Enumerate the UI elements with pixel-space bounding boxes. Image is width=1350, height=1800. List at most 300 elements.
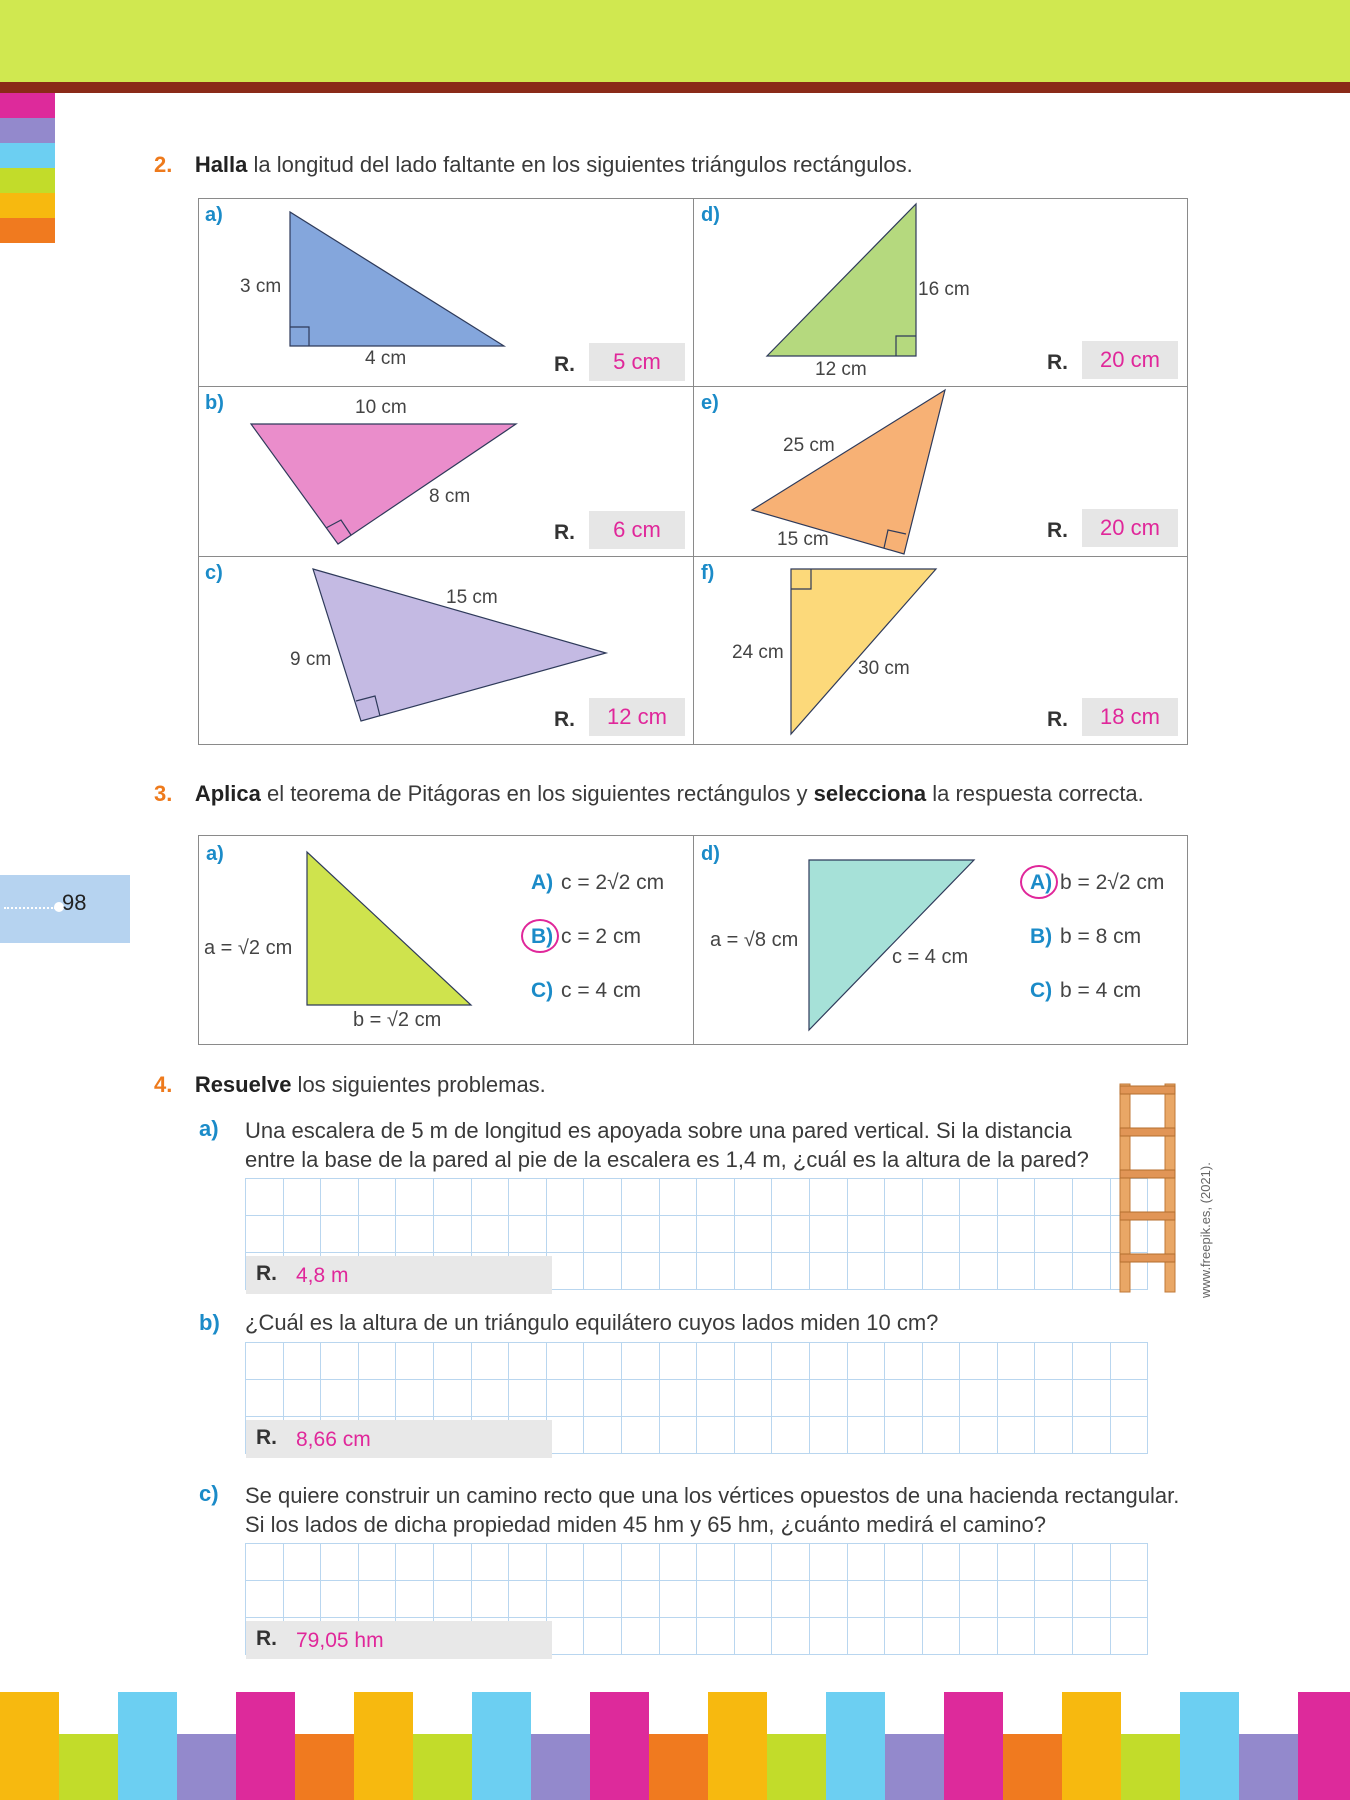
footer-block: [708, 1692, 767, 1800]
ex3-instruction-bold2: selecciona: [813, 781, 927, 806]
grid-square: [997, 1216, 1035, 1253]
grid-square: [546, 1343, 584, 1380]
ex4-instruction: [195, 1072, 546, 1097]
ex4-problem-a: [245, 1116, 1105, 1174]
grid-square: [509, 1544, 547, 1581]
ex3d-option-a-text: b = 2√2 cm: [1060, 871, 1165, 894]
ex4-answer-b-label: R.: [256, 1426, 277, 1449]
footer-block: [1180, 1692, 1239, 1800]
ex3d-side-a: a = √8 cm: [710, 929, 799, 951]
measure-b-1: 10 cm: [355, 397, 407, 418]
grid-square: [358, 1179, 396, 1216]
ex3a-side-b: b = √2 cm: [353, 1009, 442, 1031]
grid-square: [283, 1544, 321, 1581]
grid-square: [772, 1417, 810, 1454]
ex2-instruction: [195, 152, 913, 177]
ex3a-option-c-text: c = 4 cm: [561, 979, 641, 1002]
grid-square: [546, 1380, 584, 1417]
grid-square: [960, 1216, 998, 1253]
grid-square: [584, 1380, 622, 1417]
ex3d-option-c[interactable]: [1030, 979, 1141, 1003]
measure-c-1: 15 cm: [446, 587, 498, 608]
grid-square: [847, 1618, 885, 1655]
ex3-instruction-end: la respuesta correcta.: [926, 781, 1144, 806]
grid-square: [734, 1179, 772, 1216]
grid-square: [1035, 1216, 1073, 1253]
grid-square: [734, 1544, 772, 1581]
grid-square: [697, 1253, 735, 1290]
answer-a: 5 cm: [589, 343, 685, 381]
grid-square: [283, 1179, 321, 1216]
grid-square: [809, 1216, 847, 1253]
grid-square: [246, 1380, 284, 1417]
measure-d-1: 16 cm: [918, 279, 970, 300]
footer-block: [826, 1692, 885, 1800]
grid-square: [471, 1380, 509, 1417]
ex3a-option-a[interactable]: [531, 871, 664, 895]
grid-square: [659, 1253, 697, 1290]
grid-square: [621, 1343, 659, 1380]
ex2-grid: [198, 198, 1188, 745]
grid-square: [885, 1216, 923, 1253]
grid-square: [471, 1179, 509, 1216]
ex2-instruction-text: la longitud del lado faltante en los siguientes triángulos rectángulos.: [247, 152, 913, 177]
grid-square: [809, 1417, 847, 1454]
grid-square: [885, 1417, 923, 1454]
grid-square: [697, 1618, 735, 1655]
ex3a-side-a: a = √2 cm: [204, 937, 293, 959]
ex4-problem-b: [245, 1310, 938, 1336]
grid-square: [358, 1380, 396, 1417]
grid-square: [922, 1179, 960, 1216]
page-number: 98: [62, 890, 87, 915]
footer-block: [413, 1734, 472, 1800]
grid-square: [772, 1544, 810, 1581]
footer-block: [1003, 1734, 1062, 1800]
grid-square: [960, 1544, 998, 1581]
grid-square: [922, 1417, 960, 1454]
grid-square: [1110, 1343, 1148, 1380]
grid-square: [396, 1343, 434, 1380]
grid-square: [697, 1581, 735, 1618]
footer-block: [472, 1692, 531, 1800]
grid-square: [659, 1380, 697, 1417]
ex4-label-a: a): [199, 1116, 219, 1141]
ex3d-option-a-key: A): [1030, 871, 1053, 894]
ex4-problem-a-line1: Una escalera de 5 m de longitud es apoyada sobre una pared vertical. Si la distancia: [245, 1118, 1072, 1143]
grid-square: [584, 1343, 622, 1380]
ex3-grid: [198, 835, 1188, 1045]
grid-square: [433, 1380, 471, 1417]
grid-square: [283, 1216, 321, 1253]
grid-square: [697, 1343, 735, 1380]
grid-square: [621, 1253, 659, 1290]
grid-square: [546, 1581, 584, 1618]
grid-square: [659, 1216, 697, 1253]
grid-square: [772, 1253, 810, 1290]
footer-block: [1121, 1734, 1180, 1800]
footer-block: [118, 1692, 177, 1800]
footer-block: [531, 1734, 590, 1800]
ex4-answer-a-label: R.: [256, 1262, 277, 1285]
grid-square: [509, 1179, 547, 1216]
grid-square: [1073, 1179, 1111, 1216]
ex4-problem-a-line2: entre la base de la pared al pie de la escalera es 1,4 m, ¿cuál es la altura de la pared?: [245, 1147, 1089, 1172]
measure-e-2: 15 cm: [777, 529, 829, 550]
grid-square: [321, 1544, 359, 1581]
footer-block: [885, 1734, 944, 1800]
grid-square: [922, 1343, 960, 1380]
grid-square: [1110, 1618, 1148, 1655]
grid-square: [1035, 1581, 1073, 1618]
grid-square: [321, 1380, 359, 1417]
ex2-label-f: f): [701, 562, 715, 584]
grid-square: [847, 1581, 885, 1618]
grid-square: [697, 1179, 735, 1216]
grid-square: [809, 1343, 847, 1380]
ex4-instruction-bold: Resuelve: [194, 1072, 292, 1097]
triangle-d: [767, 204, 916, 356]
ex3-number: 3.: [154, 781, 173, 806]
grid-square: [1035, 1253, 1073, 1290]
grid-square: [1073, 1343, 1111, 1380]
triangle-3d: [809, 860, 974, 1030]
answer-d: 20 cm: [1082, 341, 1178, 379]
grid-square: [809, 1618, 847, 1655]
grid-square: [1035, 1179, 1073, 1216]
grid-square: [697, 1417, 735, 1454]
ex3d-option-c-key: C): [1030, 979, 1053, 1002]
grid-square: [283, 1343, 321, 1380]
grid-square: [772, 1380, 810, 1417]
grid-square: [997, 1380, 1035, 1417]
ex3-heading: [154, 781, 1144, 807]
ex4-answer-b: [246, 1420, 552, 1458]
grid-square: [885, 1179, 923, 1216]
grid-square: [734, 1618, 772, 1655]
grid-square: [960, 1581, 998, 1618]
footer-block: [0, 1692, 59, 1800]
grid-square: [509, 1581, 547, 1618]
grid-square: [772, 1581, 810, 1618]
grid-square: [997, 1581, 1035, 1618]
grid-square: [433, 1544, 471, 1581]
answer-label-a: R.: [554, 353, 575, 376]
grid-square: [734, 1253, 772, 1290]
grid-square: [433, 1343, 471, 1380]
footer-block: [1062, 1692, 1121, 1800]
grid-square: [584, 1581, 622, 1618]
ex4-answer-a-value: 4,8 m: [296, 1264, 349, 1287]
grid-square: [509, 1343, 547, 1380]
ex3a-option-a-text: c = 2√2 cm: [561, 871, 665, 894]
grid-square: [734, 1581, 772, 1618]
ex4-heading: [154, 1072, 546, 1098]
grid-square: [1035, 1343, 1073, 1380]
grid-square: [734, 1216, 772, 1253]
grid-square: [246, 1343, 284, 1380]
grid-square: [1073, 1253, 1111, 1290]
grid-square: [697, 1216, 735, 1253]
ex4-number: 4.: [154, 1072, 173, 1097]
answer-e: 20 cm: [1082, 509, 1178, 547]
ex4-instruction-text: los siguientes problemas.: [291, 1072, 546, 1097]
grid-square: [772, 1216, 810, 1253]
grid-square: [772, 1618, 810, 1655]
footer-block: [649, 1734, 708, 1800]
grid-square: [433, 1581, 471, 1618]
grid-square: [358, 1581, 396, 1618]
side-stripe-cyan: [0, 143, 55, 168]
page-number-leader: [4, 907, 56, 909]
grid-square: [1110, 1417, 1148, 1454]
grid-square: [997, 1544, 1035, 1581]
ex2-number: 2.: [154, 152, 173, 177]
grid-square: [697, 1544, 735, 1581]
ex3-instruction-bold1: Aplica: [194, 781, 261, 806]
side-stripe-orange: [0, 218, 55, 243]
ex4-label-c: c): [199, 1481, 219, 1506]
grid-square: [659, 1417, 697, 1454]
ex3a-selected-circle: [521, 919, 559, 953]
ex4-answer-c: [246, 1621, 552, 1659]
grid-square: [246, 1544, 284, 1581]
grid-square: [1110, 1544, 1148, 1581]
side-stripe-magenta: [0, 93, 55, 118]
grid-square: [659, 1343, 697, 1380]
grid-square: [885, 1581, 923, 1618]
measure-d-2: 12 cm: [815, 359, 867, 380]
grid-square: [621, 1216, 659, 1253]
measure-f-1: 24 cm: [732, 642, 784, 663]
grid-square: [885, 1618, 923, 1655]
measure-c-2: 9 cm: [290, 649, 332, 670]
grid-square: [433, 1179, 471, 1216]
image-credit: www.freepik.es, (2021).: [1198, 1162, 1213, 1298]
grid-square: [471, 1216, 509, 1253]
grid-square: [1035, 1417, 1073, 1454]
grid-square: [847, 1417, 885, 1454]
grid-square: [809, 1253, 847, 1290]
footer-block: [1239, 1734, 1298, 1800]
grid-square: [847, 1216, 885, 1253]
grid-square: [847, 1380, 885, 1417]
grid-square: [885, 1253, 923, 1290]
grid-square: [1073, 1216, 1111, 1253]
ex3d-option-b-key: B): [1030, 925, 1053, 948]
answer-c: 12 cm: [589, 698, 685, 736]
grid-square: [960, 1253, 998, 1290]
grid-square: [1073, 1618, 1111, 1655]
grid-square: [659, 1179, 697, 1216]
grid-square: [734, 1343, 772, 1380]
grid-square: [621, 1179, 659, 1216]
grid-square: [772, 1343, 810, 1380]
grid-square: [922, 1253, 960, 1290]
grid-square: [584, 1253, 622, 1290]
grid-square: [621, 1544, 659, 1581]
grid-square: [584, 1417, 622, 1454]
footer-block: [590, 1692, 649, 1800]
ex4-problem-c: [245, 1481, 1205, 1539]
triangle-b: [251, 424, 516, 544]
grid-square: [246, 1581, 284, 1618]
side-stripe-green: [0, 168, 55, 193]
grid-square: [1073, 1380, 1111, 1417]
answer-label-e: R.: [1047, 519, 1068, 542]
grid-square: [885, 1380, 923, 1417]
answer-f: 18 cm: [1082, 698, 1178, 736]
grid-square: [358, 1216, 396, 1253]
grid-square: [809, 1380, 847, 1417]
triangle-3a: [307, 852, 471, 1005]
grid-square: [922, 1380, 960, 1417]
grid-square: [584, 1544, 622, 1581]
ex3d-selected-circle: [1020, 865, 1058, 899]
grid-square: [321, 1179, 359, 1216]
grid-square: [922, 1618, 960, 1655]
grid-square: [1073, 1417, 1111, 1454]
grid-square: [283, 1581, 321, 1618]
grid-square: [697, 1380, 735, 1417]
ex4-answer-a: [246, 1256, 552, 1294]
ex2-label-b: b): [205, 392, 224, 414]
grid-square: [321, 1216, 359, 1253]
grid-square: [471, 1581, 509, 1618]
triangle-f: [791, 569, 936, 734]
footer-block: [767, 1734, 826, 1800]
footer-block: [177, 1734, 236, 1800]
grid-square: [1035, 1380, 1073, 1417]
ex3-instruction: [195, 781, 1144, 806]
answer-label-d: R.: [1047, 351, 1068, 374]
grid-square: [509, 1216, 547, 1253]
footer-block: [236, 1692, 295, 1800]
measure-a-1: 3 cm: [240, 276, 282, 297]
ex2-label-d: d): [701, 204, 720, 226]
header-rule: [0, 82, 1350, 93]
ex3-label-d: d): [701, 843, 720, 865]
grid-square: [885, 1544, 923, 1581]
grid-square: [546, 1216, 584, 1253]
answer-label-b: R.: [554, 521, 575, 544]
grid-square: [396, 1380, 434, 1417]
grid-square: [396, 1544, 434, 1581]
ex2-label-c: c): [205, 562, 223, 584]
ladder-illustration: [1115, 1080, 1180, 1295]
grid-square: [358, 1544, 396, 1581]
grid-square: [997, 1417, 1035, 1454]
answer-label-c: R.: [554, 708, 575, 731]
grid-square: [809, 1544, 847, 1581]
ex3a-option-a-key: A): [531, 871, 554, 894]
grid-square: [922, 1581, 960, 1618]
grid-square: [997, 1253, 1035, 1290]
grid-square: [396, 1216, 434, 1253]
grid-square: [847, 1544, 885, 1581]
ex2-triangles: [198, 198, 1188, 745]
grid-square: [1110, 1581, 1148, 1618]
grid-square: [772, 1179, 810, 1216]
grid-square: [621, 1581, 659, 1618]
triangle-a: [290, 212, 504, 346]
ex2-label-a: a): [205, 204, 223, 226]
grid-square: [659, 1581, 697, 1618]
grid-square: [621, 1417, 659, 1454]
grid-square: [246, 1216, 284, 1253]
grid-square: [509, 1380, 547, 1417]
ex4-answer-c-label: R.: [256, 1627, 277, 1650]
measure-a-2: 4 cm: [365, 348, 407, 369]
grid-square: [847, 1343, 885, 1380]
measure-b-2: 8 cm: [429, 486, 471, 507]
measure-f-2: 30 cm: [858, 658, 910, 679]
grid-square: [960, 1343, 998, 1380]
grid-square: [584, 1216, 622, 1253]
answer-label-f: R.: [1047, 708, 1068, 731]
grid-square: [546, 1179, 584, 1216]
grid-square: [734, 1380, 772, 1417]
grid-square: [1035, 1544, 1073, 1581]
grid-square: [659, 1544, 697, 1581]
side-stripe-yellow: [0, 193, 55, 218]
grid-square: [396, 1581, 434, 1618]
grid-square: [960, 1179, 998, 1216]
ex4-problem-c-line2: Si los lados de dicha propiedad miden 45 hm y 65 hm, ¿cuánto medirá el camino?: [245, 1512, 1047, 1537]
grid-square: [997, 1343, 1035, 1380]
ex3d-option-b-text: b = 8 cm: [1060, 925, 1142, 948]
grid-square: [809, 1581, 847, 1618]
grid-square: [960, 1618, 998, 1655]
grid-square: [960, 1380, 998, 1417]
grid-square: [246, 1179, 284, 1216]
footer-block: [295, 1734, 354, 1800]
ex3a-option-c[interactable]: [531, 979, 641, 1003]
side-stripe-purple: [0, 118, 55, 143]
grid-square: [1073, 1544, 1111, 1581]
grid-square: [283, 1380, 321, 1417]
ex3d-option-c-text: b = 4 cm: [1060, 979, 1142, 1002]
footer-block: [354, 1692, 413, 1800]
grid-square: [922, 1216, 960, 1253]
ex3a-option-b-key: B): [531, 925, 554, 948]
grid-square: [584, 1618, 622, 1655]
ex3-label-a: a): [206, 843, 224, 865]
grid-square: [1035, 1618, 1073, 1655]
grid-square: [321, 1343, 359, 1380]
grid-square: [433, 1216, 471, 1253]
grid-square: [922, 1544, 960, 1581]
footer-band: [0, 1692, 1350, 1800]
grid-square: [847, 1179, 885, 1216]
ex2-heading: [154, 152, 913, 178]
answer-b: 6 cm: [589, 511, 685, 549]
grid-square: [546, 1544, 584, 1581]
ex4-answer-c-value: 79,05 hm: [296, 1629, 384, 1652]
grid-square: [734, 1417, 772, 1454]
ex3d-option-b[interactable]: [1030, 925, 1141, 949]
grid-square: [471, 1544, 509, 1581]
ex3a-option-c-key: C): [531, 979, 554, 1002]
header-band: [0, 0, 1350, 82]
footer-block: [1298, 1692, 1350, 1800]
grid-square: [997, 1618, 1035, 1655]
grid-square: [885, 1343, 923, 1380]
ex3-instruction-mid: el teorema de Pitágoras en los siguientes rectángulos y: [260, 781, 814, 806]
grid-square: [960, 1417, 998, 1454]
ex4-problem-b-line1: ¿Cuál es la altura de un triángulo equilátero cuyos lados miden 10 cm?: [245, 1310, 939, 1335]
grid-square: [621, 1380, 659, 1417]
